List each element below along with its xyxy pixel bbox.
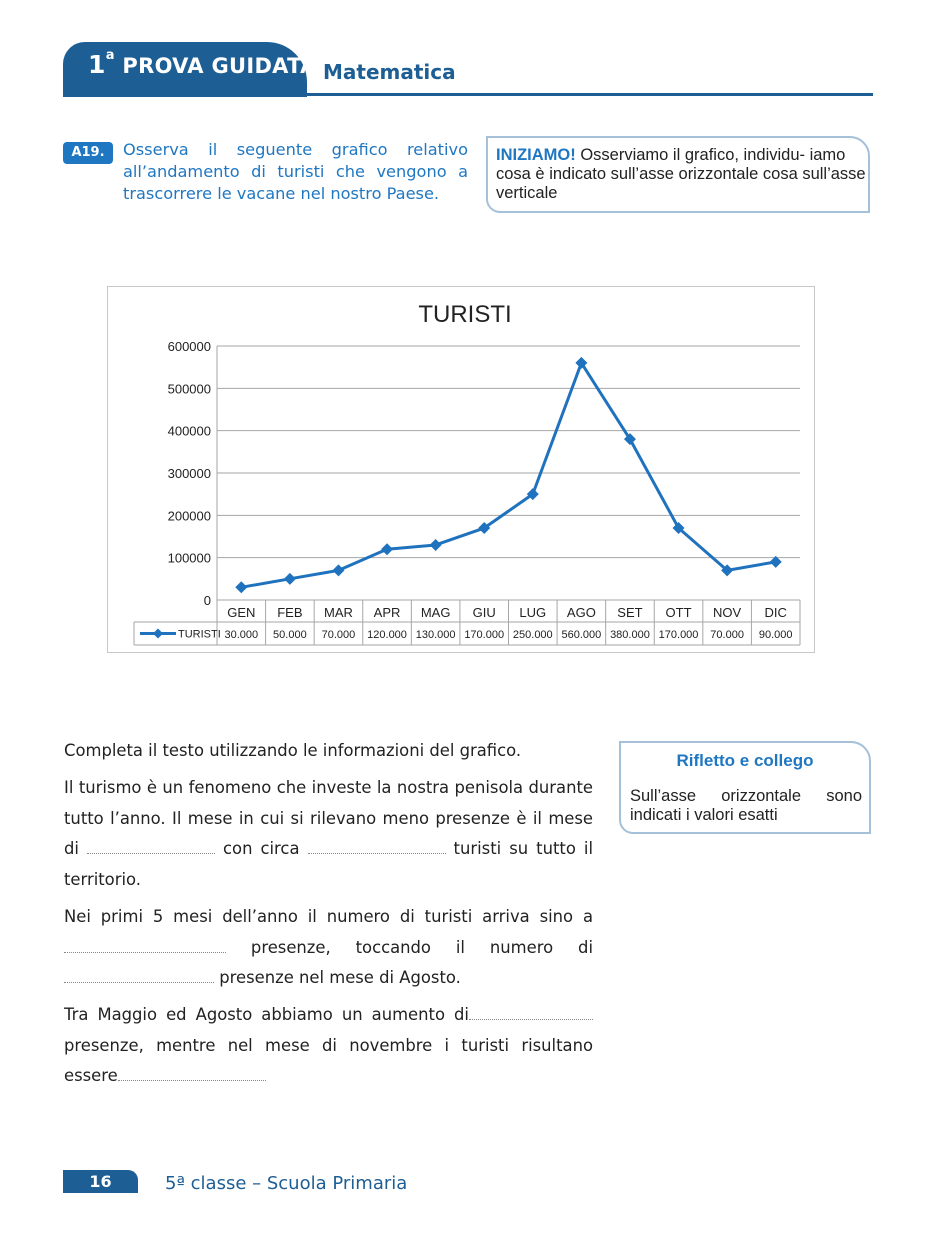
- x-category-label: SET: [617, 605, 643, 620]
- exercise-badge: A19.: [63, 142, 113, 164]
- y-tick-label: 300000: [167, 466, 211, 481]
- data-value-label: 120.000: [367, 629, 407, 641]
- x-category-label: NOV: [713, 605, 742, 620]
- x-category-label: DIC: [764, 605, 787, 620]
- data-point-marker: [235, 581, 247, 593]
- paragraph-3: [64, 1000, 593, 1092]
- tip-text: [496, 146, 866, 203]
- paragraph-3-text-a: Tra Maggio ed Agosto abbiamo un aumento di: [64, 1005, 469, 1024]
- blank-count-min[interactable]: [308, 839, 446, 854]
- instruction-text: Completa il testo utilizzando le informazioni del grafico.: [64, 741, 522, 760]
- data-value-label: 170.000: [464, 629, 505, 641]
- y-axis-ticks: [168, 339, 211, 608]
- x-category-label: GIU: [472, 605, 496, 620]
- paragraph-2-text-a: Nei primi 5 mesi dell’anno il numero di turisti arriva sino a: [64, 907, 593, 926]
- x-category-label: MAR: [324, 605, 353, 620]
- header-tab-title: [88, 50, 317, 79]
- data-value-label: 170.000: [658, 629, 699, 641]
- y-tick-label: 500000: [167, 381, 211, 397]
- test-title: PROVA GUIDATA: [122, 54, 317, 78]
- y-tick-label: 600000: [167, 339, 211, 354]
- legend-marker: [153, 629, 163, 639]
- test-number: 1: [88, 50, 106, 79]
- paragraph-2-text-c: presenze nel mese di Agosto.: [214, 968, 461, 987]
- data-value-label: 70.000: [710, 629, 744, 641]
- data-value-label: 560.000: [561, 629, 602, 641]
- reflect-text: Sull’asse orizzontale sono indicati i valori esatti: [630, 787, 862, 824]
- series-line: [241, 363, 775, 587]
- data-point-marker: [332, 564, 344, 576]
- data-value-label: 250.000: [512, 629, 553, 641]
- data-point-marker: [381, 543, 393, 555]
- paragraph-1-text-c: turisti su tutto il territorio.: [64, 839, 594, 889]
- data-point-marker: [430, 539, 442, 551]
- y-tick-label: 0: [203, 593, 211, 608]
- data-value-label: 30.000: [224, 629, 259, 641]
- chart-title: TURISTI: [418, 301, 512, 328]
- line-chart: [107, 286, 815, 653]
- data-table: [134, 600, 800, 645]
- blank-november-count[interactable]: [118, 1066, 266, 1081]
- y-tick-label: 400000: [167, 423, 211, 439]
- blank-august-count[interactable]: [64, 968, 214, 983]
- footer-text: 5ª classe – Scuola Primaria: [165, 1173, 408, 1194]
- gridlines: [217, 346, 800, 600]
- paragraph-2: [64, 902, 593, 994]
- x-category-label: FEB: [277, 605, 303, 620]
- data-value-label: 50.000: [273, 629, 307, 641]
- tip-body: Osserviamo il grafico, individu- iamo cosa è indicato sull’asse orizzontale cosa sull’asse verticale: [496, 146, 866, 202]
- tip-lead: INIZIAMO!: [496, 146, 576, 164]
- x-category-label: LUG: [519, 605, 547, 620]
- paragraph-1-text-b: con circa: [215, 839, 308, 858]
- x-category-label: GEN: [227, 605, 256, 620]
- paragraph-1: [64, 773, 593, 895]
- paragraph-3-text-b: presenze, mentre nel mese di novembre i turisti risultano essere: [64, 1035, 593, 1085]
- y-tick-label: 200000: [167, 508, 211, 524]
- blank-month-min[interactable]: [87, 839, 215, 854]
- header-divider: [300, 93, 873, 96]
- exercise-prompt: Osserva il seguente grafico relativo all’andamento di turisti che vengono a trascorrere le vacane nel nostro Paese.: [123, 140, 468, 203]
- test-number-ordinal: a: [105, 48, 115, 63]
- paragraph-1-text-a: Il turismo è un fenomeno che investe la nostra penisola durante tutto l’anno. Il mese in cui si rilevano meno presenze è il mese di: [64, 778, 593, 858]
- y-tick-label: 100000: [167, 550, 211, 566]
- data-point-marker: [284, 573, 296, 585]
- x-category-label: APR: [373, 605, 401, 620]
- data-value-label: 380.000: [610, 629, 650, 641]
- blank-first-five-months[interactable]: [64, 938, 226, 953]
- blank-increase[interactable]: [469, 1005, 593, 1020]
- data-value-label: 90.000: [758, 629, 793, 641]
- reflect-title: Rifletto e collego: [676, 751, 814, 770]
- legend-label: TURISTI: [178, 628, 221, 641]
- paragraph-2-text-b: presenze, toccando il numero di: [226, 937, 593, 957]
- x-category-label: OTT: [665, 605, 692, 620]
- subject-title: Matematica: [323, 60, 456, 84]
- page-number: 16: [63, 1170, 138, 1193]
- data-value-label: 130.000: [415, 629, 456, 641]
- x-category-label: MAG: [420, 605, 451, 620]
- data-value-label: 70.000: [321, 629, 356, 641]
- x-category-label: AGO: [566, 605, 596, 620]
